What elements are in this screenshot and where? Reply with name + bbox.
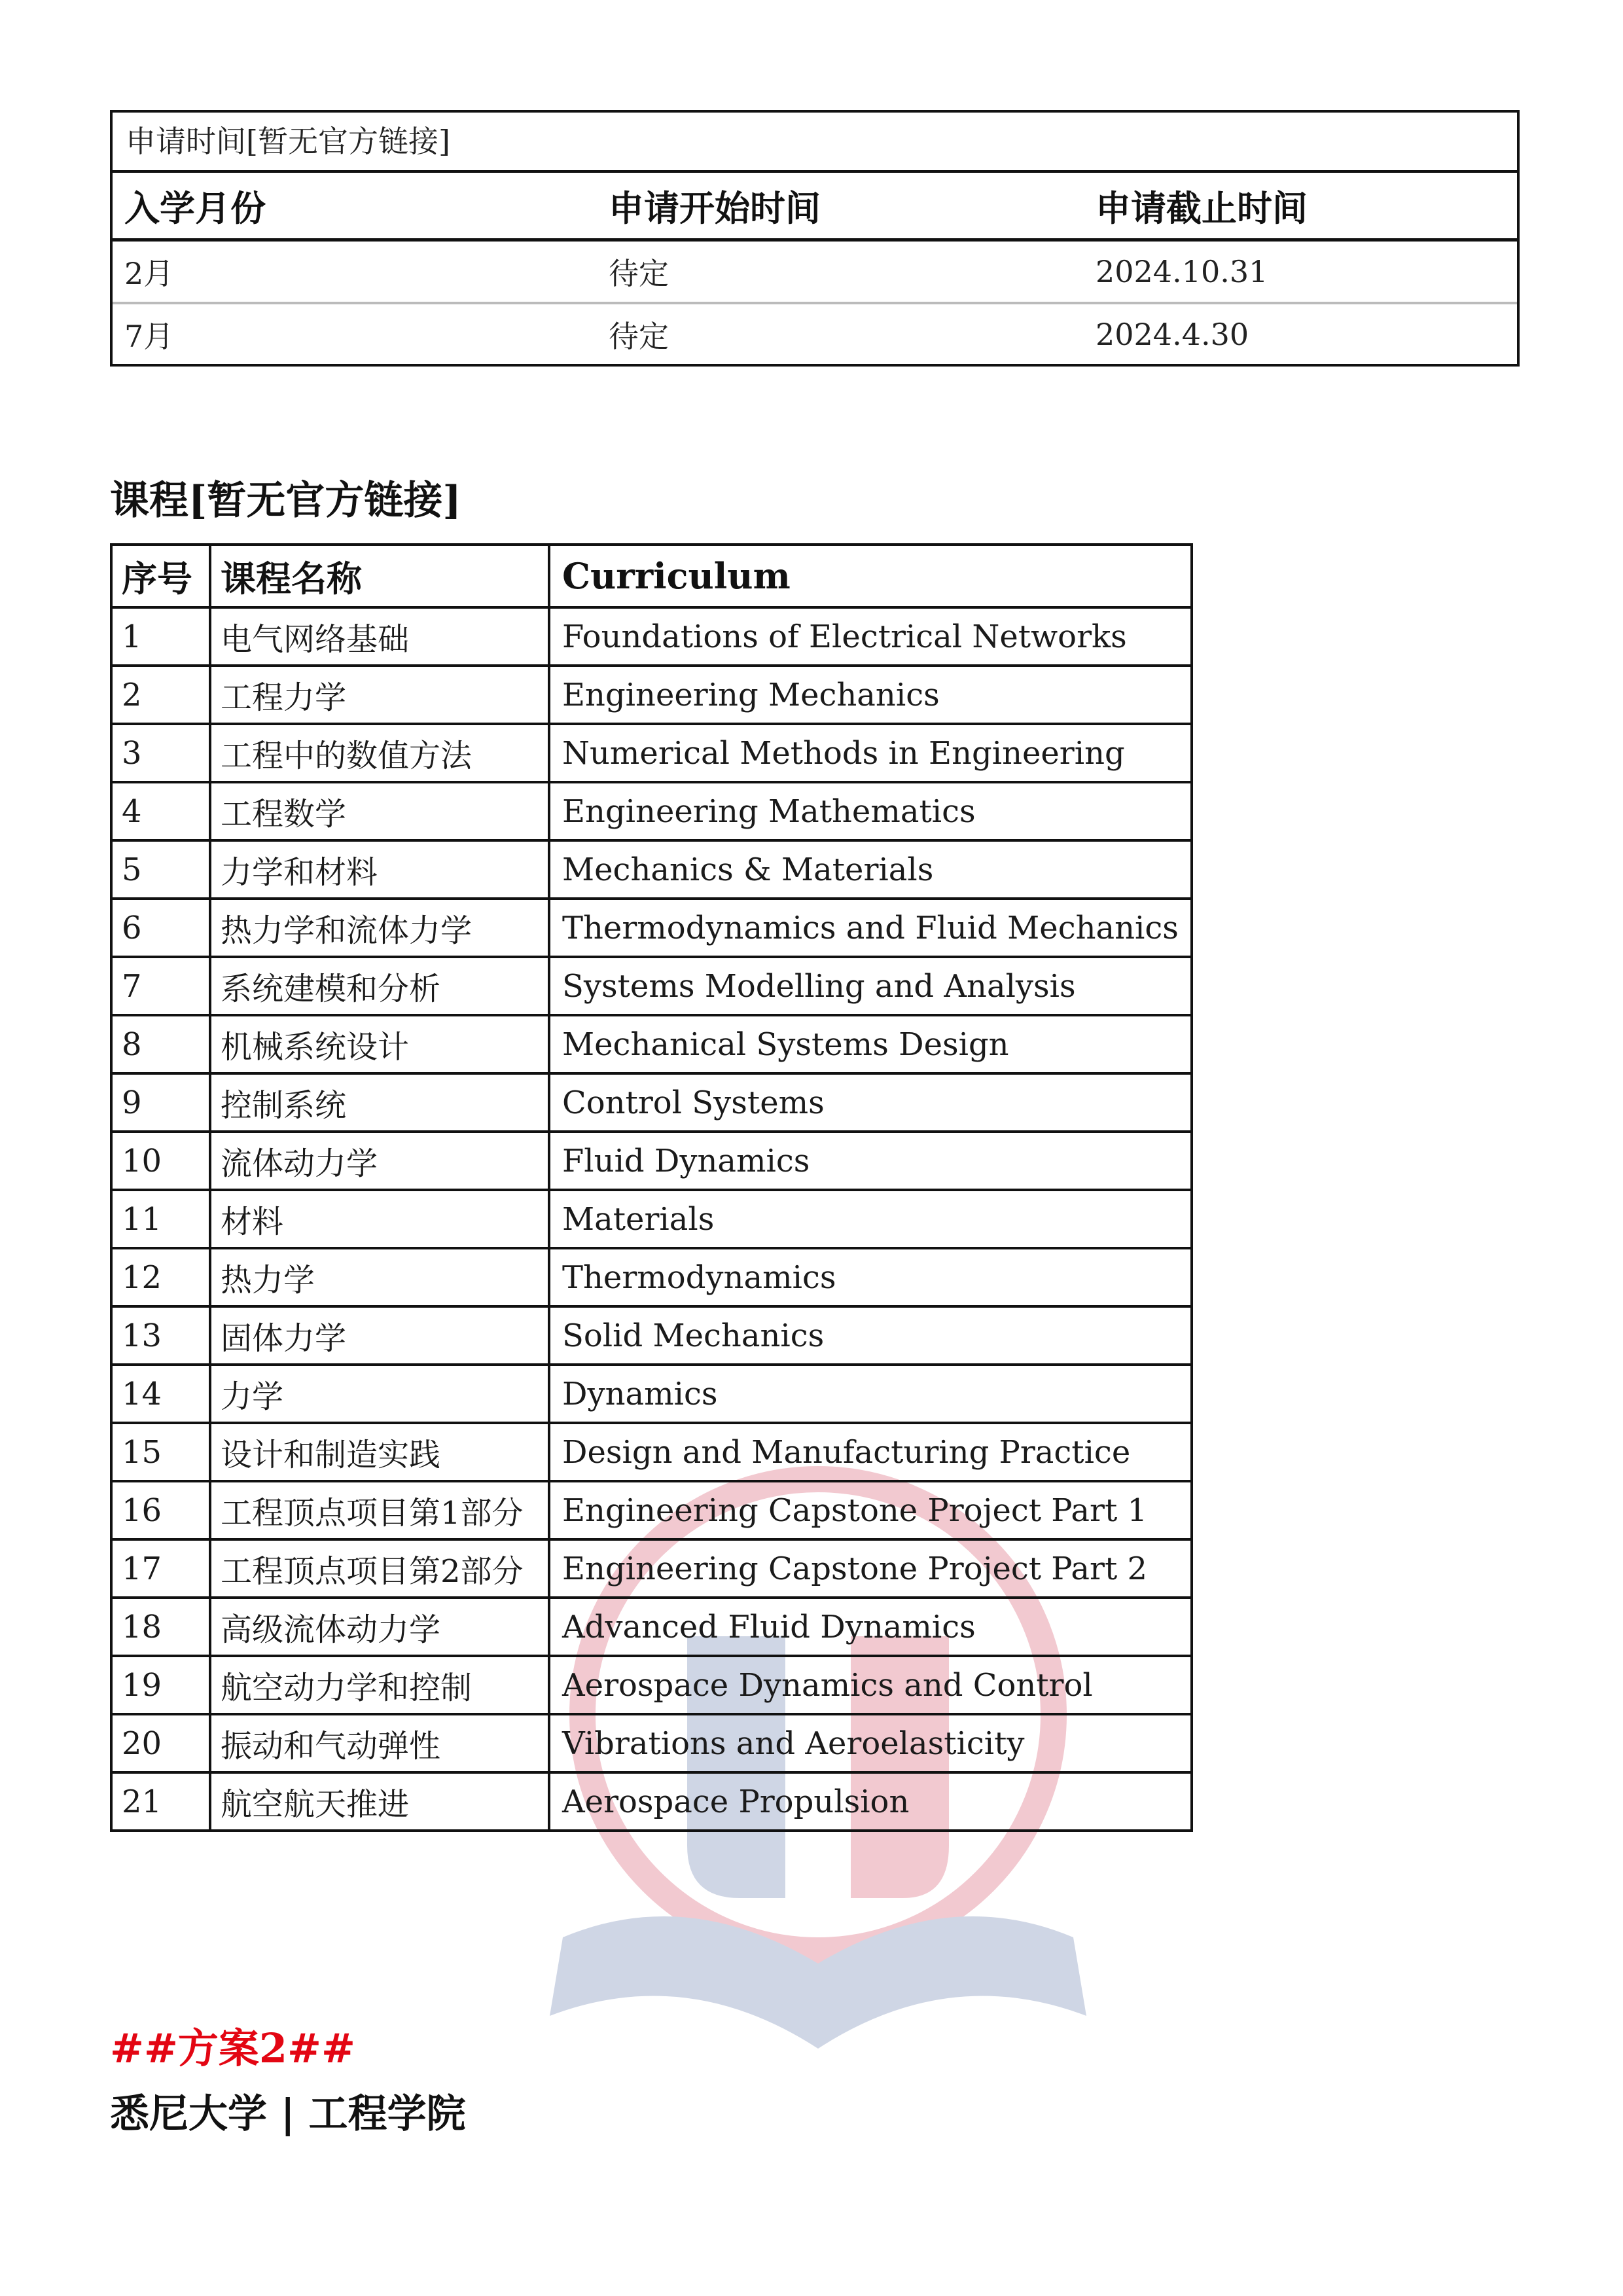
course-name-en: Engineering Capstone Project Part 1: [549, 1481, 1192, 1539]
course-number: 4: [111, 782, 210, 840]
course-name-cn: 工程顶点项目第1部分: [210, 1481, 549, 1539]
course-number: 7: [111, 957, 210, 1015]
table-row: [113, 303, 1517, 365]
course-name-cn: 航空动力学和控制: [210, 1656, 549, 1714]
course-number: 8: [111, 1015, 210, 1073]
courses-section-title: 课程[暂无官方链接]: [110, 478, 461, 524]
course-name-cn: 流体动力学: [210, 1132, 549, 1190]
course-number: 12: [111, 1248, 210, 1306]
course-number: 11: [111, 1190, 210, 1248]
course-name-en: Thermodynamics and Fluid Mechanics: [549, 899, 1192, 957]
table-row: [111, 1073, 1192, 1132]
school-title: 悉尼大学 | 工程学院: [110, 2091, 466, 2137]
table-row: [111, 724, 1192, 782]
deadline: 2024.10.31: [1084, 240, 1517, 304]
course-name-cn: 振动和气动弹性: [210, 1714, 549, 1772]
table-row: [111, 1423, 1192, 1481]
table-row: [111, 1248, 1192, 1306]
course-name-en: Systems Modelling and Analysis: [549, 957, 1192, 1015]
deadline: 2024.4.30: [1096, 317, 1249, 352]
open-date: 待定: [597, 240, 1084, 304]
course-name-en: Engineering Capstone Project Part 2: [549, 1539, 1192, 1598]
table-row: [111, 1714, 1192, 1772]
course-name-en: Aerospace Propulsion: [549, 1772, 1192, 1831]
course-name-cn: 材料: [210, 1190, 549, 1248]
intake-month: 7月: [124, 319, 174, 354]
course-name-cn: 工程顶点项目第2部分: [210, 1539, 549, 1598]
course-name-en: Engineering Mathematics: [549, 782, 1192, 840]
table-row: [111, 1306, 1192, 1365]
course-number: 6: [111, 899, 210, 957]
header-curriculum: Curriculum: [549, 545, 1192, 607]
course-name-cn: 工程力学: [210, 666, 549, 724]
course-name-cn: 固体力学: [210, 1306, 549, 1365]
course-number: 19: [111, 1656, 210, 1714]
header-open-date: 申请开始时间: [597, 173, 1084, 240]
course-name-en: Dynamics: [549, 1365, 1192, 1423]
course-name-en: Fluid Dynamics: [549, 1132, 1192, 1190]
table-row: [111, 1656, 1192, 1714]
course-name-en: Mechanical Systems Design: [549, 1015, 1192, 1073]
course-number: 18: [111, 1598, 210, 1656]
course-number: 16: [111, 1481, 210, 1539]
course-name-cn: 设计和制造实践: [210, 1423, 549, 1481]
course-name-cn: 控制系统: [210, 1073, 549, 1132]
course-name-en: Foundations of Electrical Networks: [549, 607, 1192, 666]
course-name-en: Advanced Fluid Dynamics: [549, 1598, 1192, 1656]
course-name-cn: 电气网络基础: [210, 607, 549, 666]
course-name-cn: 高级流体动力学: [210, 1598, 549, 1656]
course-name-en: Mechanics & Materials: [549, 840, 1192, 899]
table-row: [111, 1015, 1192, 1073]
course-number: 1: [111, 607, 210, 666]
course-number: 9: [111, 1073, 210, 1132]
course-name-cn: 力学: [210, 1365, 549, 1423]
course-name-en: Vibrations and Aeroelasticity: [549, 1714, 1192, 1772]
application-caption: 申请时间[暂无官方链接]: [113, 113, 1517, 173]
course-number: 17: [111, 1539, 210, 1598]
table-row: [111, 1190, 1192, 1248]
course-number: 13: [111, 1306, 210, 1365]
course-number: 20: [111, 1714, 210, 1772]
header-course-name: 课程名称: [210, 545, 549, 607]
course-number: 14: [111, 1365, 210, 1423]
table-row: [111, 1598, 1192, 1656]
header-number: 序号: [111, 545, 210, 607]
course-number: 3: [111, 724, 210, 782]
course-number: 10: [111, 1132, 210, 1190]
table-row: [111, 1365, 1192, 1423]
application-table: [110, 110, 1520, 367]
table-row: [111, 957, 1192, 1015]
table-row: [113, 240, 1517, 304]
course-name-cn: 系统建模和分析: [210, 957, 549, 1015]
course-number: 5: [111, 840, 210, 899]
table-row: [111, 607, 1192, 666]
course-name-en: Aerospace Dynamics and Control: [549, 1656, 1192, 1714]
course-name-en: Control Systems: [549, 1073, 1192, 1132]
course-name-cn: 航空航天推进: [210, 1772, 549, 1831]
course-number: 21: [111, 1772, 210, 1831]
intake-month: 2月: [113, 240, 597, 304]
open-date: 待定: [609, 319, 669, 354]
table-row: [111, 1481, 1192, 1539]
course-name-cn: 机械系统设计: [210, 1015, 549, 1073]
course-name-en: Design and Manufacturing Practice: [549, 1423, 1192, 1481]
plan-title: ##方案2##: [110, 2024, 355, 2072]
course-name-cn: 力学和材料: [210, 840, 549, 899]
course-name-cn: 热力学和流体力学: [210, 899, 549, 957]
course-table: [110, 543, 1193, 1832]
course-number: 2: [111, 666, 210, 724]
table-row: [111, 899, 1192, 957]
header-deadline: 申请截止时间: [1084, 173, 1517, 240]
table-row: [111, 1132, 1192, 1190]
course-name-cn: 工程中的数值方法: [210, 724, 549, 782]
course-name-cn: 工程数学: [210, 782, 549, 840]
course-number: 15: [111, 1423, 210, 1481]
course-name-en: Engineering Mechanics: [549, 666, 1192, 724]
course-name-en: Materials: [549, 1190, 1192, 1248]
table-row: [111, 782, 1192, 840]
table-row: [111, 1772, 1192, 1831]
course-name-en: Thermodynamics: [549, 1248, 1192, 1306]
header-intake-month: 入学月份: [113, 173, 597, 240]
course-name-cn: 热力学: [210, 1248, 549, 1306]
table-row: [111, 1539, 1192, 1598]
course-name-en: Solid Mechanics: [549, 1306, 1192, 1365]
table-row: [111, 840, 1192, 899]
course-name-en: Numerical Methods in Engineering: [549, 724, 1192, 782]
table-row: [111, 666, 1192, 724]
